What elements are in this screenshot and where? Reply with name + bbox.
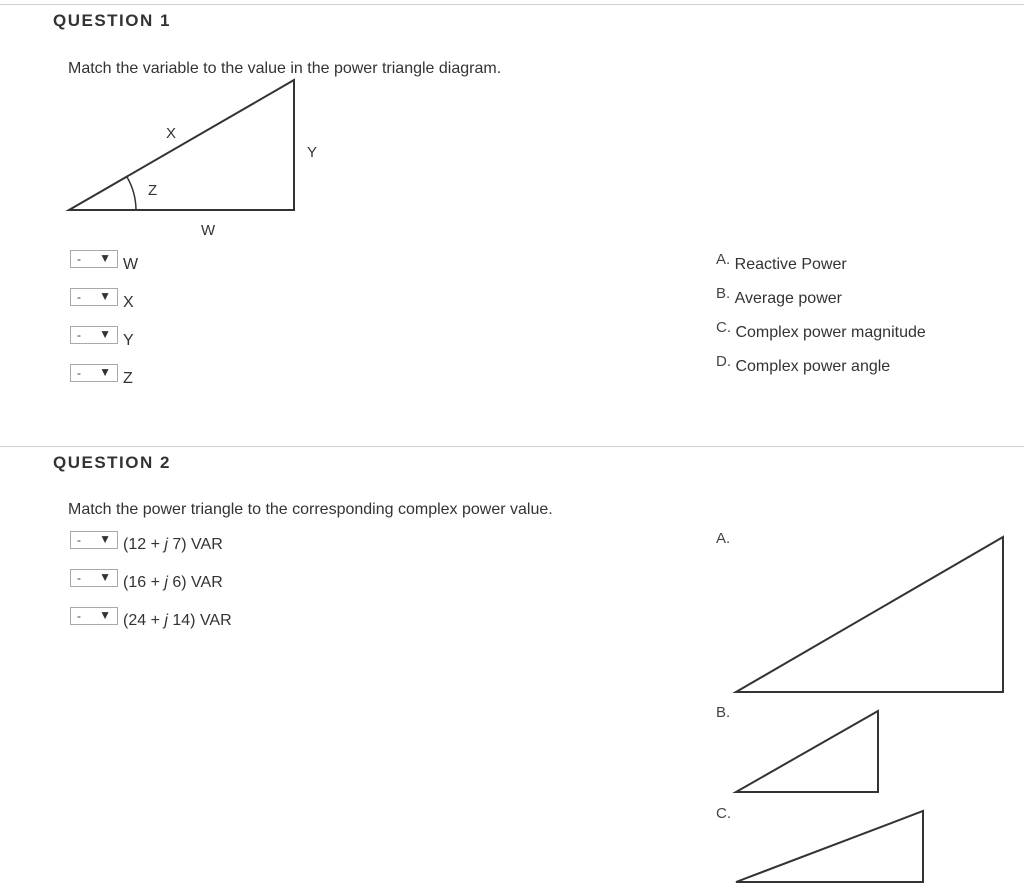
chevron-down-icon: ▼ (99, 570, 111, 584)
chevron-down-icon: ▼ (99, 289, 111, 303)
match-select-2[interactable]: - ▼ (70, 569, 118, 587)
angle-arc (127, 177, 136, 210)
label-z: Z (148, 182, 158, 199)
reference-triangle (69, 80, 294, 210)
triangle-option-c-label: C. (716, 805, 731, 822)
chevron-down-icon: ▼ (99, 327, 111, 341)
option-a: A. Reactive Power (716, 251, 847, 273)
option-d: D. Complex power angle (716, 353, 891, 375)
triangle-option-b-label: B. (716, 704, 731, 721)
chevron-down-icon: ▼ (99, 532, 111, 546)
match-select-y[interactable]: - ▼ (70, 326, 118, 344)
triangle-b (736, 711, 878, 792)
complex-power-value-1: (12 + j 7) VAR (123, 536, 223, 553)
chevron-down-icon: ▼ (99, 365, 111, 379)
label-x: X (166, 125, 177, 142)
match-label-x: X (123, 294, 134, 311)
match-select-1[interactable]: - ▼ (70, 531, 118, 549)
match-label-z: Z (123, 370, 133, 387)
triangle-c (736, 811, 923, 882)
match-select-3[interactable]: - ▼ (70, 607, 118, 625)
triangle-a (736, 537, 1003, 692)
question-2-prompt: Match the power triangle to the corresponding complex power value. (68, 501, 553, 518)
match-select-x[interactable]: - ▼ (70, 288, 118, 306)
match-select-w[interactable]: - ▼ (70, 250, 118, 268)
complex-power-value-3: (24 + j 14) VAR (123, 612, 232, 629)
chevron-down-icon: ▼ (99, 251, 111, 265)
chevron-down-icon: ▼ (99, 608, 111, 622)
question-1-title: QUESTION 1 (53, 11, 171, 30)
answer-triangles (736, 537, 1003, 882)
label-y: Y (307, 144, 318, 161)
triangle-option-a-label: A. (716, 530, 731, 547)
match-label-w: W (123, 256, 139, 273)
power-triangle-diagram (69, 80, 317, 239)
complex-power-value-2: (16 + j 6) VAR (123, 574, 223, 591)
question-1-prompt: Match the variable to the value in the power triangle diagram. (68, 60, 502, 77)
match-label-y: Y (123, 332, 134, 349)
option-b: B. Average power (716, 285, 842, 307)
label-w: W (201, 222, 216, 239)
match-select-z[interactable]: - ▼ (70, 364, 118, 382)
question-2-title: QUESTION 2 (53, 453, 171, 472)
option-c: C. Complex power magnitude (716, 319, 926, 341)
